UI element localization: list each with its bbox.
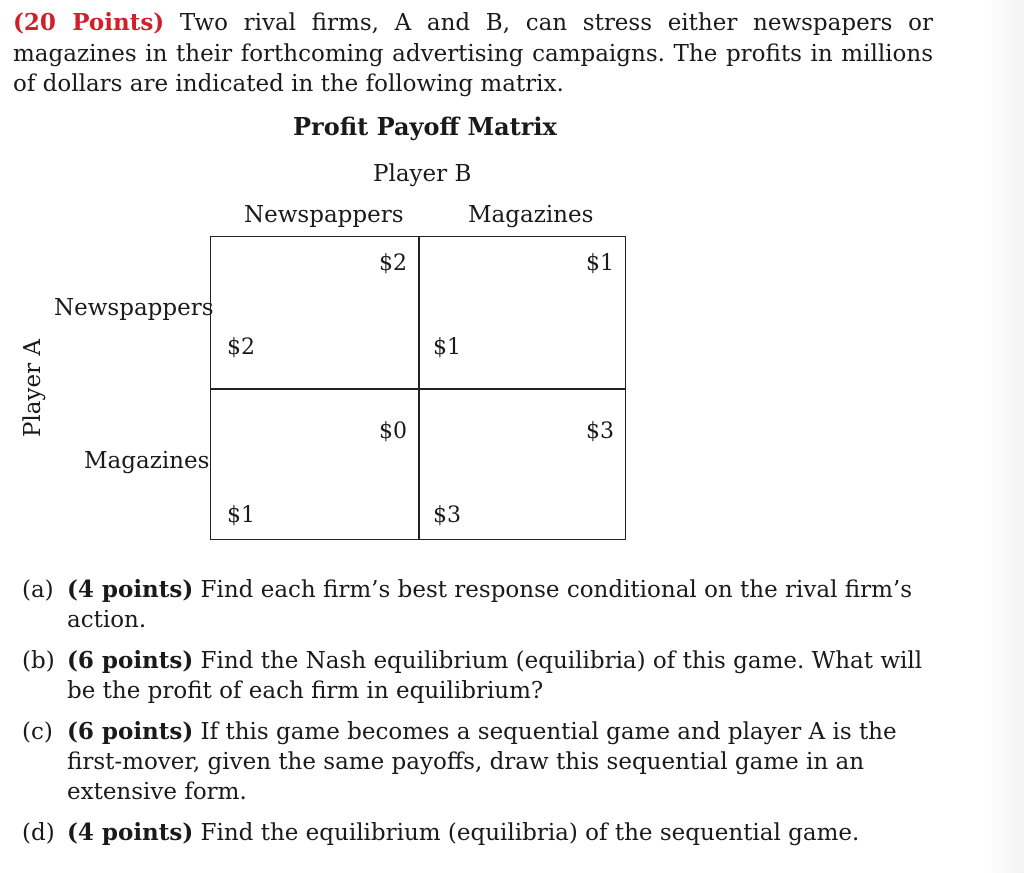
payoff-a-news-news: $2 xyxy=(227,335,255,360)
question-d xyxy=(22,818,932,848)
question-d-text: Find the equilibrium (equilibria) of the sequential game. xyxy=(193,820,860,846)
player-b-label: Player B xyxy=(373,161,472,187)
question-d-label: (d) xyxy=(22,820,55,846)
question-a xyxy=(22,575,932,635)
payoff-a-mag-news: $1 xyxy=(227,503,255,528)
question-b-points: (6 points) xyxy=(67,647,194,674)
grid-horizontal-divider xyxy=(211,388,625,390)
payoff-b-news-mag: $1 xyxy=(586,251,614,276)
payoff-b-mag-news: $0 xyxy=(379,419,407,444)
question-a-label: (a) xyxy=(22,577,54,603)
payoff-a-mag-mag: $3 xyxy=(433,503,461,528)
payoff-a-news-mag: $1 xyxy=(433,335,461,360)
row-label-magazines: Magazines xyxy=(84,448,210,474)
payoff-b-news-news: $2 xyxy=(379,251,407,276)
question-c xyxy=(22,717,932,807)
question-a-points: (4 points) xyxy=(67,576,194,603)
problem-text: Two rival firms, A and B, can stress either newspapers or magazines in their forthcoming advertising campaigns. The profits in millions of dollars are indicated in the following matrix. xyxy=(13,10,933,97)
question-c-text: If this game becomes a sequential game and player A is the first-mover, given the same payoffs, draw this sequential game in an extensive form. xyxy=(67,719,897,805)
question-a-text: Find each firm’s best response conditional on the rival firm’s action. xyxy=(67,577,913,633)
problem-points: (20 Points) xyxy=(13,9,165,36)
question-b-label: (b) xyxy=(22,648,55,674)
question-c-points: (6 points) xyxy=(67,718,194,745)
question-b xyxy=(22,646,932,706)
column-label-newspapers: Newspappers xyxy=(244,202,404,228)
question-d-points: (4 points) xyxy=(67,819,194,846)
question-c-label: (c) xyxy=(22,719,53,745)
question-b-text: Find the Nash equilibrium (equilibria) of this game. What will be the profit of each firm in equilibrium? xyxy=(67,648,923,704)
question-list xyxy=(22,575,932,859)
player-a-label: Player A xyxy=(20,338,46,438)
problem-intro xyxy=(13,8,933,100)
payoff-b-mag-mag: $3 xyxy=(586,419,614,444)
row-label-newspapers: Newspappers xyxy=(54,295,214,321)
matrix-title: Profit Payoff Matrix xyxy=(293,112,557,141)
payoff-matrix-grid xyxy=(210,236,626,540)
column-label-magazines: Magazines xyxy=(468,202,594,228)
